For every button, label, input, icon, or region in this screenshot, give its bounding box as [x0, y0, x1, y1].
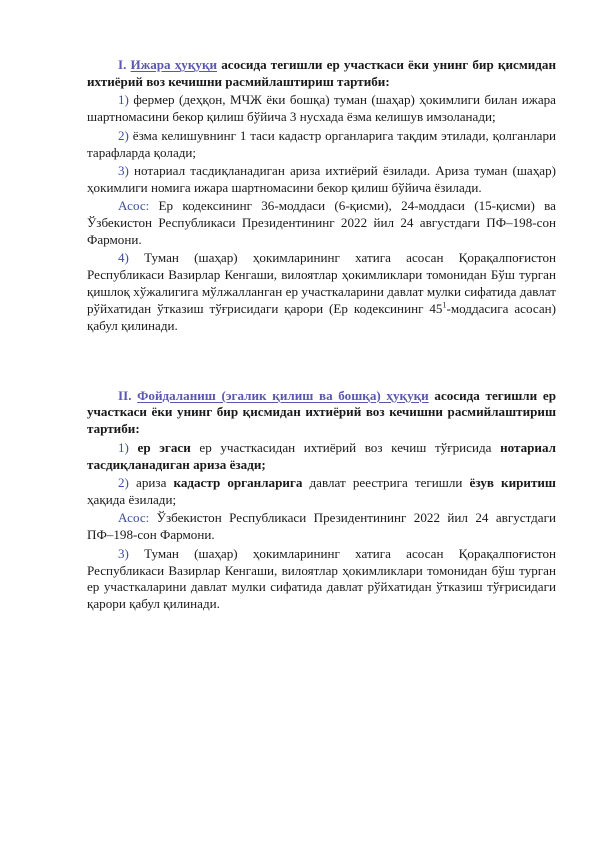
- section2-number: II.: [118, 387, 132, 403]
- item-text: Туман (шаҳар) ҳокимларининг хатига асосан Қорақалпоғистон Республикаси Вазирлар Кенгаши, вилоятлар ҳокимликлари томонидан бўш турган ер участкаларини давлат мулки сифатида давлат рўйхатидан ўтказиш тўғрисидаги қарори қабул қилинади.: [87, 545, 556, 612]
- section2-heading: [87, 388, 556, 439]
- section2-item-2: [87, 475, 556, 509]
- item-number: 3): [118, 545, 129, 561]
- item-number: 1): [118, 92, 129, 108]
- item-superscript: 1: [442, 300, 447, 310]
- basis-label: Асос:: [118, 198, 150, 214]
- section1-number: I.: [118, 57, 127, 72]
- item-text: ёзма келишувнинг 1 таси кадастр органларига тақдим этилади, қолганлари тарафларда қолади;: [87, 127, 556, 160]
- item-number: 4): [118, 250, 129, 266]
- section1-item-3: [87, 163, 556, 197]
- item-text: ҳақида ёзилади;: [87, 491, 177, 507]
- item-number: 2): [118, 127, 129, 143]
- item-text: фермер (деҳқон, МЧЖ ёки бошқа) туман (шаҳар) ҳокимлиги билан ижара шартномасини бекор қилиш бўйича 3 нусхада ёзма келишув имзоланади;: [87, 92, 556, 125]
- item-number: 1): [118, 439, 129, 455]
- section1-heading: [87, 57, 556, 91]
- item-text: Туман (шаҳар) ҳокимларининг хатига асосан Қорақалпоғистон Республикаси Вазирлар Кенгаши, вилоятлар ҳокимликлари томонидан Бўш турган қишлоқ хўжалигига мўлжалланган ер участкаларини давлат мулки сифатида давлат рўйхатидан ўтказиш тўғрисидаги қарори (Ер кодексининг 45: [87, 250, 556, 317]
- section-spacer: [87, 337, 556, 388]
- section2-title-highlight: Фойдаланиш (эгалик қилиш ва бошқа) ҳуқуқи: [137, 387, 429, 403]
- basis-text: Ер кодексининг 36-моддаси (6-қисми), 24-моддаси (15-қисми) ва Ўзбекистон Республикаси Президентининг 2022 йил 24 августдаги ПФ–198-сон Фармони.: [87, 198, 556, 248]
- item-text: давлат реестрига тегишли: [302, 475, 470, 491]
- item-bold: нотариал тасдиқланадиган ариза ёзади;: [87, 439, 556, 472]
- section1-basis: [87, 198, 556, 249]
- basis-text: Ўзбекистон Республикаси Президентининг 2022 йил 24 августдаги ПФ–198-сон Фармони.: [87, 510, 556, 543]
- item-bold: ёзув киритиш: [469, 475, 556, 491]
- item-bold: кадастр органларига: [173, 475, 303, 491]
- section2-item-1: [87, 440, 556, 474]
- section1-item-4: [87, 250, 556, 335]
- basis-label: Асос:: [118, 510, 150, 526]
- item-text: ер участкасидан ихтиёрий воз кечиш тўғрисида: [190, 439, 501, 455]
- item-text: ариза: [128, 475, 174, 491]
- item-number: 2): [118, 475, 129, 491]
- section2-title-rest: асосида тегишли ер участкаси ёки унинг бир қисмидан ихтиёрий воз кечишни расмийлаштириш тартиби:: [87, 387, 556, 437]
- section1-title-highlight: Ижара ҳуқуқи: [130, 57, 218, 72]
- section2-item-3: [87, 546, 556, 614]
- item-number: 3): [118, 162, 129, 178]
- item-bold: ер эгаси: [137, 439, 191, 455]
- section1-item-2: [87, 128, 556, 162]
- section1-title-rest: асосида тегишли ер участкаси ёки унинг бир қисмидан ихтиёрий воз кечишни расмийлаштириш тартиби:: [87, 57, 556, 89]
- section1-item-1: [87, 92, 556, 126]
- item-text: нотариал тасдиқланадиган ариза ихтиёрий ёзилади. Ариза туман (шаҳар) ҳокимлиги номига ижара шартномасини бекор қилиш бўйича ёзилади.: [87, 162, 556, 195]
- item-text-tail: -моддасига асосан) қабул қилинади.: [87, 301, 557, 334]
- section2-basis: [87, 510, 556, 544]
